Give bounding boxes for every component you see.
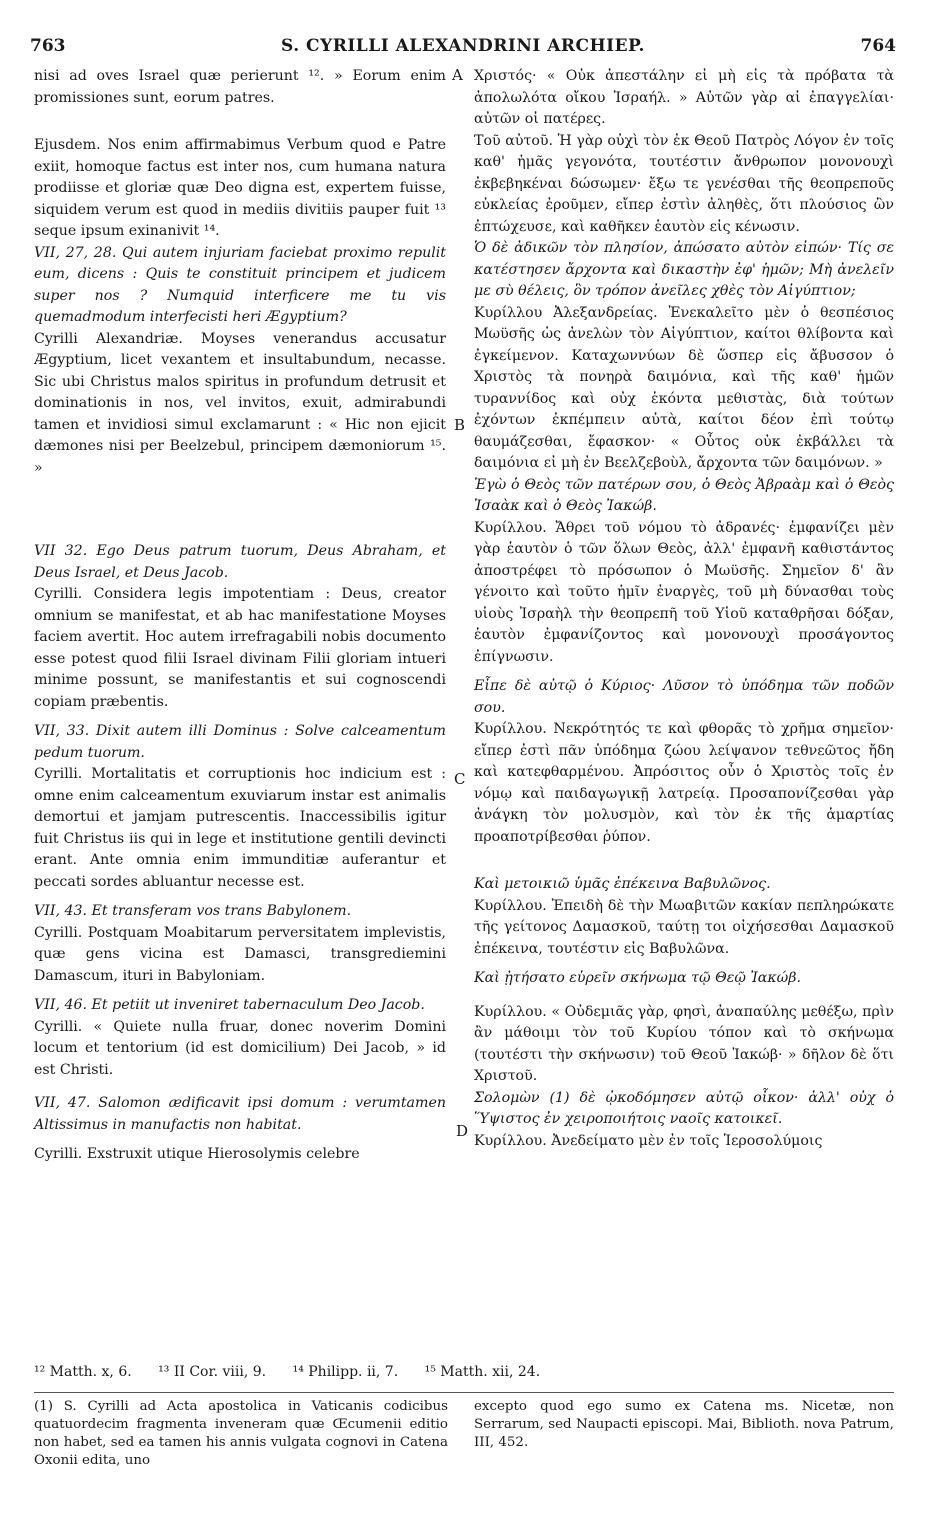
margin-marker-c: C [454, 770, 466, 788]
greek-column [474, 66, 894, 1152]
latin-verse-heading: VII, 43. Et transferam vos trans Babylonem. [34, 903, 352, 919]
latin-paragraph: Cyrilli. Mortalitatis et corruptionis hoc indicium est : omne enim calceamentum exuviarum instar est animalis demortui et jamjam putrescentis. Inaccessibilis igitur fuit Christus iis qui in lege et institutione gentili devincti erant. Ante omnia enim immunditiæ auferantur et peccati sordes abluantur necesse est. [34, 766, 446, 890]
latin-paragraph: Cyrilli. Exstruxit utique Hierosolymis celebre [34, 1146, 360, 1162]
greek-verse-heading: Καὶ ᾐτήσατο εὑρεῖν σκήνωμα τῷ Θεῷ Ἰακώβ. [474, 970, 801, 986]
greek-verse-heading: Ὁ δὲ ἀδικῶν τὸν πλησίον, ἀπώσατο αὐτὸν εἰπών· Τίς σε κατέστησεν ἄρχοντα καὶ δικαστὴν ἐφ' ἡμῶν; Μὴ ἀνελεῖν με σὺ θέλεις, ὃν τρόπον ἀνεῖλες χθὲς τὸν Αἰγύπτιον; [474, 240, 894, 299]
greek-paragraph: Χριστός· « Οὐκ ἀπεστάλην εἰ μὴ εἰς τὰ πρόβατα τὰ ἀπολωλότα οἴκου Ἰσραήλ. » Αὐτῶν γὰρ αἱ ἐπαγγελίαι· αὐτῶν οἱ πατέρες. [474, 68, 894, 127]
running-title: S. CYRILLI ALEXANDRINI ARCHIEP. [281, 36, 645, 56]
latin-paragraph: Cyrilli. Postquam Moabitarum perversitatem implevistis, quæ gens vicina est Damasci, transgrediemini Damascum, ituri in Babyloniam. [34, 924, 446, 984]
margin-marker-d: D [456, 1122, 469, 1140]
latin-paragraph: Cyrilli Alexandriæ. Moyses venerandus accusatur Ægyptium, licet vexantem et insultabundum, necasse. Sic ubi Christus malos spiritus in profundum detrusit et dominationis in nos, vel invitos, exuit, admirabundi tamen et invidiosi simul exclamarunt : « Hic non ejicit dæmones nisi per Beelzebul, principem dæmoniorum ¹⁵. » [34, 330, 446, 476]
latin-verse-heading: VII, 33. Dixit autem illi Dominus : Solve calceamentum pedum tuorum. [34, 723, 446, 761]
greek-paragraph: Κυρίλλου. Ἀνεδείματο μὲν ἐν τοῖς Ἱεροσολύμοις [474, 1132, 823, 1149]
latin-verse-heading: VII, 47. Salomon ædificavit ipsi domum : verumtamen Altissimus in manufactis non habitat. [34, 1095, 446, 1133]
scripture-reference: ¹⁵ Matth. xii, 24. [424, 1364, 541, 1380]
margin-marker-a: A [452, 66, 463, 84]
footnote-right: excepto quod ego sumo ex Catena ms. Nicetæ, non Serrarum, sed Naupacti episcopi. Mai, Biblioth. nova Patrum, III, 452. [474, 1399, 894, 1450]
latin-verse-heading: VII, 27, 28. Qui autem injuriam faciebat proximo repulit eum, dicens : Quis te constituit principem et judicem super nos ? Numquid interficere me tu vis quemadmodum interfecisti heri Ægyptium? [34, 244, 446, 325]
greek-paragraph: Κυρίλλου. Ἄθρει τοῦ νόμου τὸ ἀδρανές· ἐμφανίζει μὲν γὰρ ἑαυτὸν ὁ τῶν ὅλων Θεὸς, ἀλλ' ἐμφανῆ καθιστάντος ἀποστρέφει τὸ πρόσωπον ὁ Μωϋσῆς. Σημεῖον δ' ἂν γένοιτο καὶ τοῦτο ἡμῖν ἐναργὲς, τοῦ μὴ δύνασθαι τοὺς υἱοὺς Ἰσραὴλ τὴν θεοπρεπῆ τοῦ Υἱοῦ καταθρῆσαι δόξαν, ἑαυτὸν ἐμφανίζοντος καὶ μονονουχὶ προσάγοντος ἐπίγνωσιν. [474, 519, 894, 665]
footnote-divider [34, 1392, 894, 1393]
scripture-reference: ¹⁴ Philipp. ii, 7. [292, 1364, 399, 1380]
scripture-references [34, 1364, 894, 1380]
latin-paragraph: Cyrilli. Considera legis impotentiam : Deus, creator omnium se manifestat, et ab hac manifestatione Moyses faciem avertit. Hoc autem irrefragabili nobis documento esse potest quod filii Israel divinam Filii gloriam intueri minime possunt, se manifestantis et sui cognoscendi copiam præbentis. [34, 586, 446, 710]
page-number-right: 764 [860, 36, 896, 56]
page-header [30, 36, 896, 62]
page-number-left: 763 [30, 36, 66, 56]
latin-column [34, 66, 446, 1166]
greek-verse-heading: Καὶ μετοικιῶ ὑμᾶς ἐπέκεινα Βαβυλῶνος. [474, 876, 771, 892]
greek-paragraph: Τοῦ αὐτοῦ. Ἡ γὰρ οὐχὶ τὸν ἐκ Θεοῦ Πατρὸς Λόγον ἐν τοῖς καθ' ἡμᾶς γεγονότα, τουτέστιν ἄνθρωπον μονονουχὶ ἐκβεβηκέναι δώσωμεν· ἔξω τε γενέσθαι τῆς θεοπρεποῦς εὐκλείας ἐροῦμεν, εἴπερ ἐστὶν ἀληθὲς, ὅτι πλούσιος ὢν ἐπτώχευσε, καὶ καθῆκεν ἑαυτὸν εἰς κένωσιν. [474, 132, 894, 235]
footnote-left: (1) S. Cyrilli ad Acta apostolica in Vaticanis codicibus quatuordecim fragmenta inveneram quæ Œcumenii editio non habet, sed ea tamen his annis vulgata cognovi in Catena Oxonii edita, uno [34, 1399, 448, 1468]
scripture-reference: ¹³ II Cor. viii, 9. [158, 1364, 267, 1380]
greek-paragraph: Κυρίλλου. Ἐπειδὴ δὲ τὴν Μωαβιτῶν κακίαν πεπληρώκατε τῆς γείτονος Δαμασκοῦ, ταύτῃ τοι οἰχήσεσθαι Δαμασκοῦ ἐπέκεινα, τουτέστιν εἰς Βαβυλῶνα. [474, 897, 894, 957]
greek-paragraph: Κυρίλλου Ἀλεξανδρείας. Ἐνεκαλεῖτο μὲν ὁ θεσπέσιος Μωϋσῆς ὡς ἀνελὼν τὸν Αἰγύπτιον, καίτοι θλίβοντα καὶ ἐγκείμενον. Καταχωννύων δὲ ὥσπερ εἰς ἄβυσσον ὁ Χριστὸς τὰ πονηρὰ δαιμόνια, καὶ τῆς καθ' ἡμῶν τυραννίδος καὶ οὐχ ἑκόντα μεθιστὰς, διὰ τούτων ἐχόντων ἐκπέμπειν αὐτὰ, καίτοι δέον ἐπὶ τούτῳ θαυμάζεσθαι, ἔφασκον· « Οὗτος οὐκ ἐκβάλλει τὰ δαιμόνια εἰ μὴ ἐν Βεελζεβοὺλ, ἄρχοντα τῶν δαιμόνων. » [474, 304, 894, 471]
latin-paragraph: nisi ad oves Israel quæ perierunt ¹². » Eorum enim promissiones sunt, eorum patres. [34, 68, 446, 106]
greek-paragraph: Κυρίλλου. « Οὐδεμιᾶς γὰρ, φησὶ, ἀναπαύλης μεθέξω, πρὶν ἂν μάθοιμι τὸν τοῦ Κυρίου τόπον καὶ τὸ σκήνωμα (τουτέστι τὴν σκήνωσιν) τοῦ Θεοῦ Ἰακώβ· » δῆλον δὲ ὅτι Χριστοῦ. [474, 1003, 894, 1084]
latin-paragraph: Cyrilli. « Quiete nulla fruar, donec noverim Domini locum et tentorium (id est domicilium) Dei Jacob, » id est Christi. [34, 1018, 446, 1078]
greek-paragraph: Κυρίλλου. Νεκρότητός τε καὶ φθορᾶς τὸ χρῆμα σημεῖον· εἴπερ ἐστὶ πᾶν ὑπόδημα ζώου λείψανον τεθνεῶτος ἤδη καὶ κατεφθαρμένου. Ἀπρόσιτος οὖν ὁ Χριστὸς τοῖς ἐν νόμῳ καὶ παιδαγωγικῇ λατρείᾳ. Προσαπονίζεσθαι γὰρ ἀνάγκη τὸν μολυσμὸν, καὶ τὸν ἐκ τῆς ἁμαρτίας προαποτρίβεσθαι ῥύπον. [474, 721, 894, 845]
latin-verse-heading: VII 32. Ego Deus patrum tuorum, Deus Abraham, et Deus Israel, et Deus Jacob. [34, 543, 446, 581]
greek-verse-heading: Σολομὼν (1) δὲ ᾠκοδόμησεν αὐτῷ οἶκον· ἀλλ' οὐχ ὁ Ὕψιστος ἐν χειροποιήτοις ναοῖς κατοικεῖ. [474, 1089, 894, 1127]
greek-verse-heading: Ἐγὼ ὁ Θεὸς τῶν πατέρων σου, ὁ Θεὸς Ἀβραὰμ καὶ ὁ Θεὸς Ἰσαὰκ καὶ ὁ Θεὸς Ἰακώβ. [474, 476, 894, 514]
scripture-reference: ¹² Matth. x, 6. [34, 1364, 132, 1380]
latin-verse-heading: VII, 46. Et petiit ut inveniret tabernaculum Deo Jacob. [34, 997, 425, 1013]
margin-marker-b: B [454, 416, 466, 434]
greek-verse-heading: Εἶπε δὲ αὐτῷ ὁ Κύριος· Λῦσον τὸ ὑπόδημα τῶν ποδῶν σου. [474, 678, 894, 716]
latin-paragraph: Ejusdem. Nos enim affirmabimus Verbum quod e Patre exiit, homoque factus est inter nos, cum humana natura prodiisse et gloriæ quæ Deo digna est, expertem fuisse, siquidem verum est quod in mediis divitiis pauper fuit ¹³ seque ipsum exinanivit ¹⁴. [34, 137, 446, 239]
